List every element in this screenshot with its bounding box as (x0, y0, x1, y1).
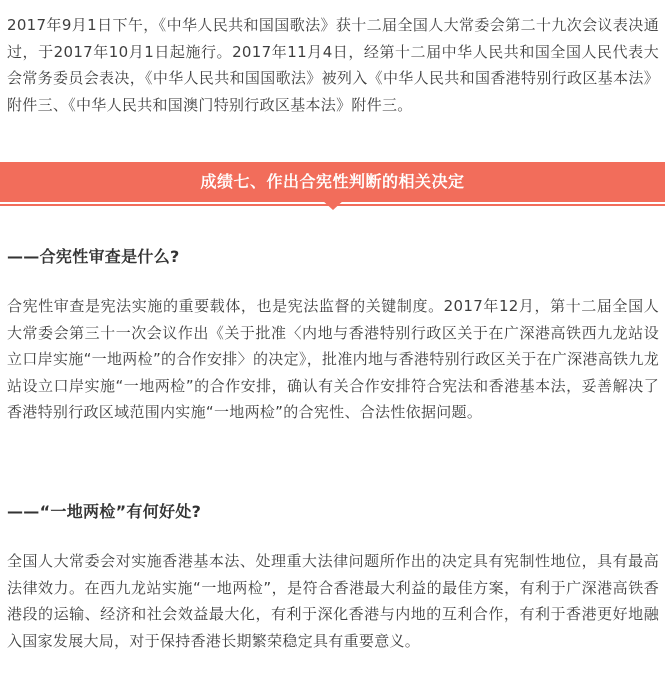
constitutional-review-paragraph: 合宪性审查是宪法实施的重要载体，也是宪法监督的关键制度。2017年12月，第十二届全国人大常委会第三十一次会议作出《关于批准〈内地与香港特别行政区关于在广深港高铁西九龙站设立口岸实施“一地两检”的合作安排〉的决定》，批准内地与香港特别行政区关于在广深港高铁九龙站设立口岸实施“一地两检”的合作安排，确认有关合作安排符合宪法和香港基本法，妥善解决了香港特别行政区域范围内实施“一地两检”的合宪性、合法性依据问题。 (7, 297, 659, 421)
section-title: 成绩七、作出合宪性判断的相关决定 (200, 172, 465, 191)
co-location-benefits-paragraph: 全国人大常委会对实施香港基本法、处理重大法律问题所作出的决定具有宪制性地位，具有最高法律效力。在西九龙站实施“一地两检”，是符合香港最大利益的最佳方案，有利于广深港高铁香港段的运输、经济和社会效益最大化，有利于深化香港与内地的互利合作，有利于香港更好地融入国家发展大局，对于保持香港长期繁荣稳定具有重要意义。 (7, 552, 659, 650)
section-banner (0, 162, 665, 210)
intro-paragraph: 2017年9月1日下午，《中华人民共和国国歌法》获十二届全国人大常委会第二十九次会议表决通过，于2017年10月1日起施行。2017年11月4日，经第十二届中华人民共和国全国人民代表大会常务委员会表决，《中华人民共和国国歌法》被列入《中华人民共和国香港特别行政区基本法》附件三、《中华人民共和国澳门特别行政区基本法》附件三。 (7, 16, 659, 114)
subheading-co-location-benefits: ——“一地两检”有何好处? (7, 502, 202, 521)
subheading-constitutional-review: ——合宪性审查是什么? (7, 247, 180, 266)
